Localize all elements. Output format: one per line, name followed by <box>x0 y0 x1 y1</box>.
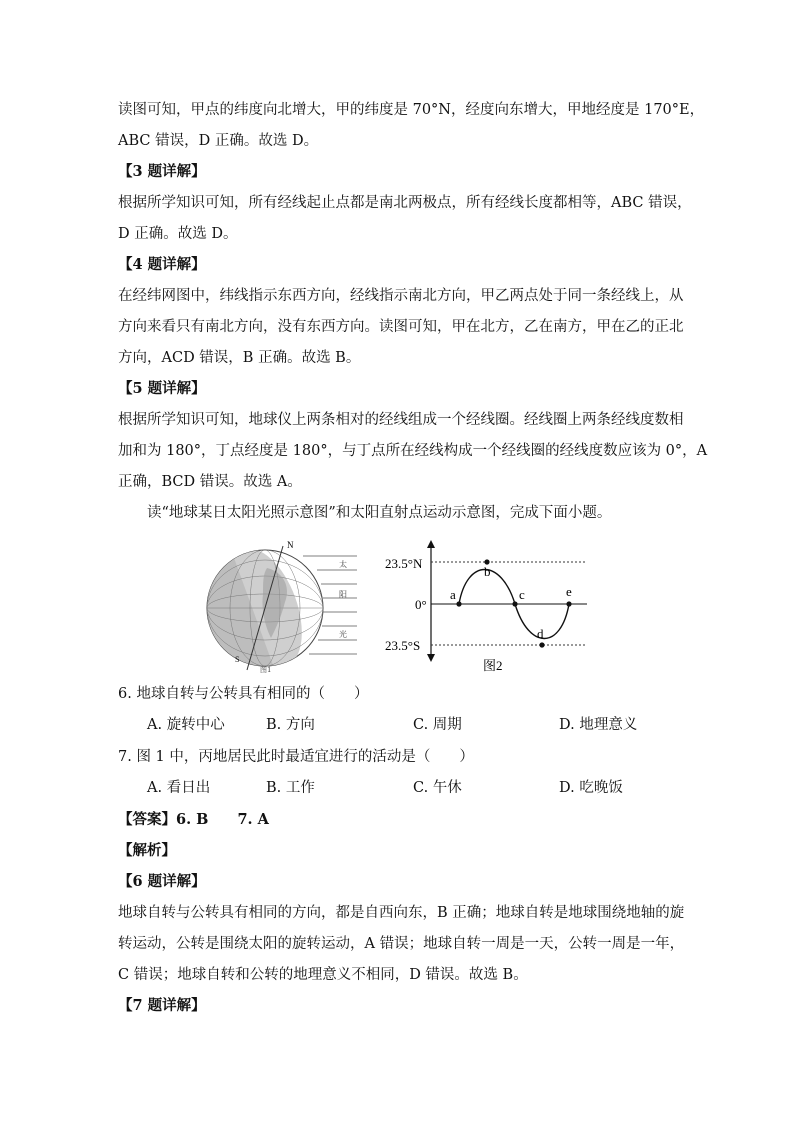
figure1-globe <box>205 539 357 678</box>
question-intro: 读“地球某日太阳光照示意图”和太阳直射点运动示意图，完成下面小题。 <box>147 505 612 521</box>
question-7-stem: 7. 图 1 中，丙地居民此时最适宜进行的活动是（ ） <box>118 749 474 765</box>
y-label-south: 23.5°S <box>385 638 421 653</box>
point-c <box>512 601 517 606</box>
q7-option-a: A. 看日出 <box>147 780 211 796</box>
q6-heading: 【6 题详解】 <box>118 873 206 890</box>
q6-option-a: A. 旋转中心 <box>147 717 225 733</box>
point-e <box>566 601 571 606</box>
section-heading: 【3 题详解】 <box>118 163 206 180</box>
q6-option-d: D. 地理意义 <box>559 717 638 733</box>
answer-line: 【答案】6. B 7. A <box>118 811 269 828</box>
text-line: 地球自转与公转具有相同的方向，都是自西向东，B 正确；地球自转是地球围绕地轴的旋 <box>118 905 685 921</box>
point-d <box>539 642 544 647</box>
y-label-north: 23.5°N <box>385 556 423 571</box>
point-b-label: b <box>484 564 491 579</box>
point-d-label: d <box>537 626 544 641</box>
q7-heading: 【7 题详解】 <box>118 997 206 1014</box>
text-line: 方向，ACD 错误，B 正确。故选 B。 <box>118 350 361 366</box>
text-line: C 错误；地球自转和公转的地理意义不相同，D 错误。故选 B。 <box>118 967 528 983</box>
text-line: 根据所学知识可知，地球仪上两条相对的经线组成一个经线圈。经线圈上两条经线度数相 <box>118 412 684 428</box>
q7-option-d: D. 吃晚饭 <box>559 780 623 796</box>
text-line: 在经纬网图中，纬线指示东西方向，经线指示南北方向，甲乙两点处于同一条经线上，从 <box>118 288 684 304</box>
figure-pair <box>205 538 600 678</box>
north-pole-label: N <box>287 540 294 550</box>
y-label-equator: 0° <box>415 597 427 612</box>
point-e-label: e <box>566 584 572 599</box>
point-a-label: a <box>450 587 456 602</box>
south-pole-label: S <box>235 655 240 664</box>
point-c-label: c <box>519 587 525 602</box>
figure-svg <box>205 538 600 678</box>
text-line: 方向来看只有南北方向，没有东西方向。读图可知，甲在北方，乙在南方，甲在乙的正北 <box>118 319 684 335</box>
text-line: 正确，BCD 错误。故选 A。 <box>118 474 302 490</box>
text-line: ABC 错误，D 正确。故选 D。 <box>118 133 319 149</box>
sun-label-2: 阳 <box>339 590 347 599</box>
text-line: 加和为 180°，丁点经度是 180°，与丁点所在经线构成一个经线圈的经线度数应该为 0°，A <box>118 443 708 459</box>
text-line: D 正确。故选 D。 <box>118 226 238 242</box>
point-a <box>456 601 461 606</box>
figure2-chart <box>385 540 587 673</box>
section-heading: 【4 题详解】 <box>118 256 206 273</box>
q6-option-c: C. 周期 <box>413 717 462 733</box>
text-line: 根据所学知识可知，所有经线起止点都是南北两极点，所有经线长度都相等，ABC 错误， <box>118 195 692 211</box>
analysis-heading: 【解析】 <box>118 842 176 859</box>
figure1-caption: 图1 <box>260 666 272 674</box>
sun-label-1: 太 <box>339 560 347 569</box>
sun-label-3: 光 <box>339 630 347 639</box>
q7-option-c: C. 午休 <box>413 780 462 796</box>
question-6-stem: 6. 地球自转与公转具有相同的（ ） <box>118 686 369 702</box>
section-heading: 【5 题详解】 <box>118 380 206 397</box>
figure2-caption: 图2 <box>483 658 503 673</box>
text-line: 读图可知，甲点的纬度向北增大，甲的纬度是 70°N，经度向东增大，甲地经度是 170°E， <box>118 102 705 118</box>
text-line: 转运动，公转是围绕太阳的旋转运动，A 错误；地球自转一周是一天，公转一周是一年， <box>118 936 685 952</box>
q7-option-b: B. 工作 <box>266 780 315 796</box>
q6-option-b: B. 方向 <box>266 717 315 733</box>
